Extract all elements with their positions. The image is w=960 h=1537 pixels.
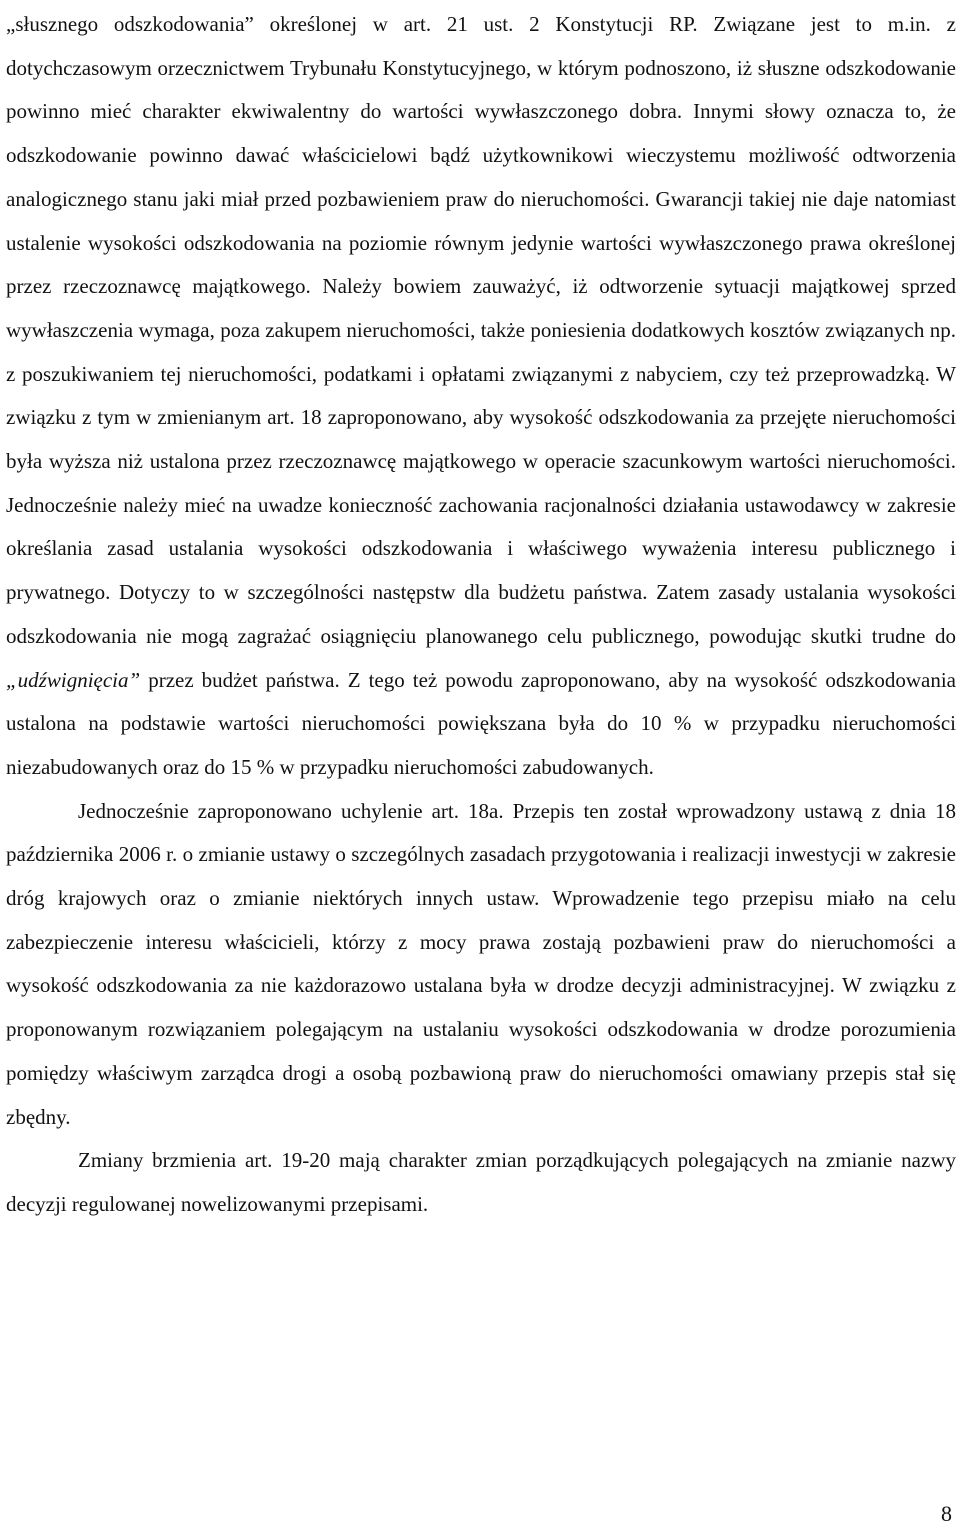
page-number: 8 — [941, 1501, 952, 1526]
paragraph-art-19-20-changes: Zmiany brzmienia art. 19-20 mają charakter zmian porządkujących polegających na zmianie nazwy decyzji regulowanej nowelizowanymi przepisami. — [6, 1148, 956, 1216]
document-page — [6, 0, 956, 1227]
paragraph-text: „słusznego odszkodowania” określonej w art. 21 ust. 2 Konstytucji RP. Związane jest to m.in. z dotychczasowym orzecznictwem Trybunału Konstytucyjnego, w którym podnoszono, iż słuszne odszkodowanie powinno mieć charakter ekwiwalentny do wartości wywłaszczonego dobra. Innymi słowy oznacza to, że odszkodowanie powinno dawać właścicielowi bądź użytkownikowi wieczystemu możliwość odtworzenia analogicznego stanu jaki miał przed pozbawieniem praw do nieruchomości. Gwarancji takiej nie daje natomiast ustalenie wysokości odszkodowania na poziomie równym jedynie wartości wywłaszczonego prawa określonej przez rzeczoznawcę majątkowego. Należy bowiem zauważyć, iż odtworzenie sytuacji majątkowej sprzed wywłaszczenia wymaga, poza zakupem nieruchomości, także poniesienia dodatkowych kosztów związanych np. z poszukiwaniem tej nieruchomości, podatkami i opłatami związanymi z nabyciem, czy też przeprowadzką. W związku z tym w zmienianym art. 18 zaproponowano, aby wysokość odszkodowania za przejęte nieruchomości była wyższa niż ustalona przez rzeczoznawcę majątkowego w operacie szacunkowym wartości nieruchomości. Jednocześnie należy mieć na uwadze konieczność zachowania racjonalności działania ustawodawcy w zakresie określania zasad ustalania wysokości odszkodowania i właściwego wyważenia interesu publicznego i prywatnego. Dotyczy to w szczególności następstw dla budżetu państwa. Zatem zasady ustalania wysokości odszkodowania nie mogą zagrażać osiągnięciu planowanego celu publicznego, powodując skutki trudne do — [6, 12, 956, 648]
paragraph-text-continued: przez budżet państwa. Z tego też powodu zaproponowano, aby na wysokość odszkodowania ustalona na podstawie wartości nieruchomości powiększana była do 10 % w przypadku nieruchomości niezabudowanych oraz do 15 % w przypadku nieruchomości zabudowanych. — [6, 667, 956, 779]
emphasized-term: „udźwignięcia” — [6, 667, 141, 692]
paragraph-compensation-rules — [6, 3, 956, 790]
paragraph-repeal-art-18a: Jednocześnie zaproponowano uchylenie art. 18a. Przepis ten został wprowadzony ustawą z dnia 18 października 2006 r. o zmianie ustawy o szczególnych zasadach przygotowania i realizacji inwestycji w zakresie dróg krajowych oraz o zmianie niektórych innych ustaw. Wprowadzenie tego przepisu miało na celu zabezpieczenie interesu właścicieli, którzy z mocy prawa zostają pozbawieni praw do nieruchomości a wysokość odszkodowania za nie każdorazowo ustalana była w drodze decyzji administracyjnej. W związku z proponowanym rozwiązaniem polegającym na ustalaniu wysokości odszkodowania w drodze porozumienia pomiędzy właściwym zarządca drogi a osobą pozbawioną praw do nieruchomości omawiany przepis stał się zbędny. — [6, 798, 956, 1129]
